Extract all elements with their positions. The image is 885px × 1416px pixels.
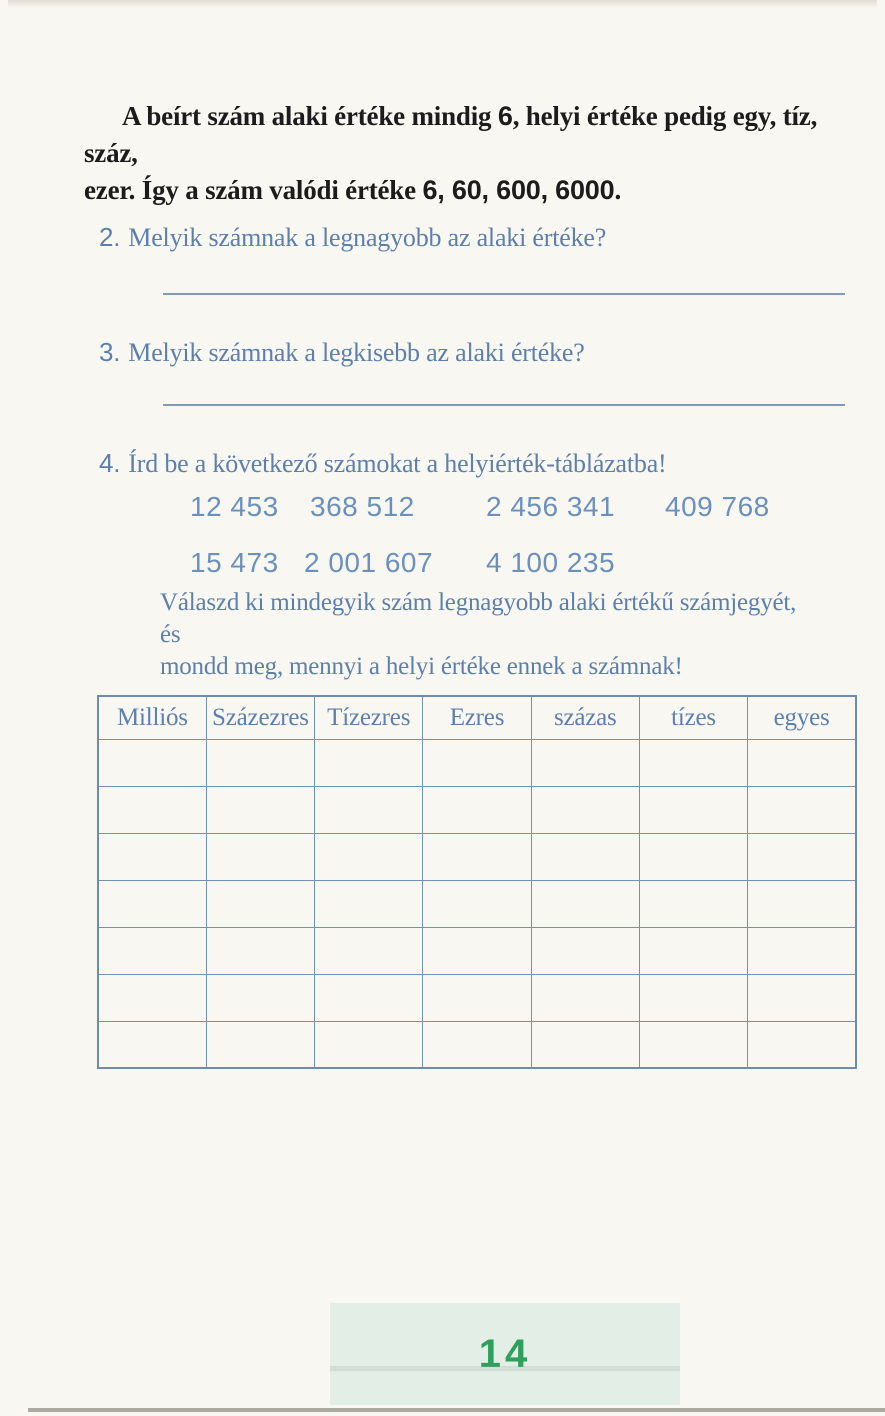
table-cell-empty (531, 927, 639, 974)
table-cell-empty (639, 880, 747, 927)
table-row (98, 927, 856, 974)
question-3 (99, 337, 585, 368)
numbers-row-2 (0, 547, 885, 581)
table-cell-empty (98, 1021, 206, 1068)
question-3-number: 3. (99, 337, 121, 367)
question-2-number: 2. (99, 222, 121, 252)
col-header-szazezres: Százezres (206, 696, 314, 739)
instruction-line-2: mondd meg, mennyi a helyi értéke ennek a számnak! (160, 653, 683, 680)
col-header-millios: Milliós (98, 696, 206, 739)
table-cell-empty (206, 1021, 314, 1068)
table-cell-empty (315, 739, 423, 786)
table-cell-empty (315, 974, 423, 1021)
table-cell-empty (531, 786, 639, 833)
table-cell-empty (315, 1021, 423, 1068)
table-row (98, 1021, 856, 1068)
table-cell-empty (206, 786, 314, 833)
table-row (98, 974, 856, 1021)
table-cell-empty (98, 974, 206, 1021)
question-4-number: 4. (99, 448, 121, 478)
number-item: 409 768 (665, 491, 770, 522)
question-2-text: Melyik számnak a legnagyobb az alaki értéke? (128, 223, 607, 252)
table-cell-empty (98, 927, 206, 974)
page-number: 14 (478, 1331, 532, 1376)
table-cell-empty (748, 833, 856, 880)
number-item: 15 473 (190, 547, 279, 578)
col-header-tizes: tízes (639, 696, 747, 739)
place-value-table (97, 695, 857, 1069)
number-item: 12 453 (190, 491, 279, 522)
table-cell-empty (98, 833, 206, 880)
scan-edge-top (8, 0, 877, 8)
table-cell-empty (639, 1021, 747, 1068)
intro-line1-tail: , helyi értéke pedig egy, tíz, száz, (84, 101, 818, 168)
scan-edge-bottom (28, 1408, 885, 1412)
table-cell-empty (531, 974, 639, 1021)
scan-shade (330, 1366, 680, 1371)
question-4 (99, 448, 667, 479)
table-cell-empty (748, 974, 856, 1021)
table-cell-empty (423, 880, 531, 927)
intro-line2-period: . (614, 175, 622, 205)
question-4-text: Írd be a következő számokat a helyiérték-táblázatba! (128, 449, 667, 478)
footer-strip (330, 1303, 680, 1405)
table-cell-empty (748, 786, 856, 833)
intro-line2-text: ezer. Így a szám valódi értéke (84, 175, 423, 205)
table-header-row (98, 696, 856, 739)
col-header-szazas: százas (531, 696, 639, 739)
table-cell-empty (423, 927, 531, 974)
intro-paragraph (84, 98, 860, 209)
number-item: 368 512 (310, 491, 415, 522)
table-cell-empty (639, 974, 747, 1021)
question-2 (99, 222, 606, 253)
table-cell-empty (206, 880, 314, 927)
table-row (98, 880, 856, 927)
numbers-row-1 (0, 491, 885, 525)
col-header-tizezres: Tízezres (315, 696, 423, 739)
table-cell-empty (531, 833, 639, 880)
table-cell-empty (206, 833, 314, 880)
intro-line1-number: 6 (497, 101, 513, 131)
table-cell-empty (98, 880, 206, 927)
table-cell-empty (639, 739, 747, 786)
table-cell-empty (639, 927, 747, 974)
number-item: 2 001 607 (304, 547, 434, 578)
table-cell-empty (423, 974, 531, 1021)
table-cell-empty (531, 739, 639, 786)
question-3-text: Melyik számnak a legkisebb az alaki értéke? (128, 338, 585, 367)
table-cell-empty (423, 786, 531, 833)
answer-line-question-3 (163, 404, 845, 406)
task-instruction (160, 587, 820, 683)
table-cell-empty (748, 739, 856, 786)
table-cell-empty (423, 739, 531, 786)
answer-line-question-2 (163, 293, 845, 295)
table-row (98, 786, 856, 833)
table-cell-empty (423, 833, 531, 880)
table-cell-empty (315, 880, 423, 927)
table-cell-empty (639, 786, 747, 833)
number-item: 2 456 341 (486, 491, 616, 522)
table-cell-empty (639, 833, 747, 880)
table-row (98, 833, 856, 880)
table-cell-empty (748, 880, 856, 927)
table-cell-empty (98, 739, 206, 786)
table-cell-empty (531, 1021, 639, 1068)
intro-line2-numbers: 6, 60, 600, 6000 (422, 175, 615, 205)
table-cell-empty (206, 927, 314, 974)
table-cell-empty (531, 880, 639, 927)
table-cell-empty (206, 974, 314, 1021)
table-cell-empty (748, 1021, 856, 1068)
table-cell-empty (98, 786, 206, 833)
table-cell-empty (315, 786, 423, 833)
table-cell-empty (315, 927, 423, 974)
table-row (98, 739, 856, 786)
table-cell-empty (315, 833, 423, 880)
table-cell-empty (423, 1021, 531, 1068)
table-cell-empty (206, 739, 314, 786)
intro-line1-text: A beírt szám alaki értéke mindig (122, 101, 498, 131)
table-cell-empty (748, 927, 856, 974)
number-item: 4 100 235 (486, 547, 616, 578)
col-header-egyes: egyes (748, 696, 856, 739)
instruction-line-1: Válaszd ki mindegyik szám legnagyobb alaki értékű számjegyét, és (160, 589, 797, 648)
col-header-ezres: Ezres (423, 696, 531, 739)
